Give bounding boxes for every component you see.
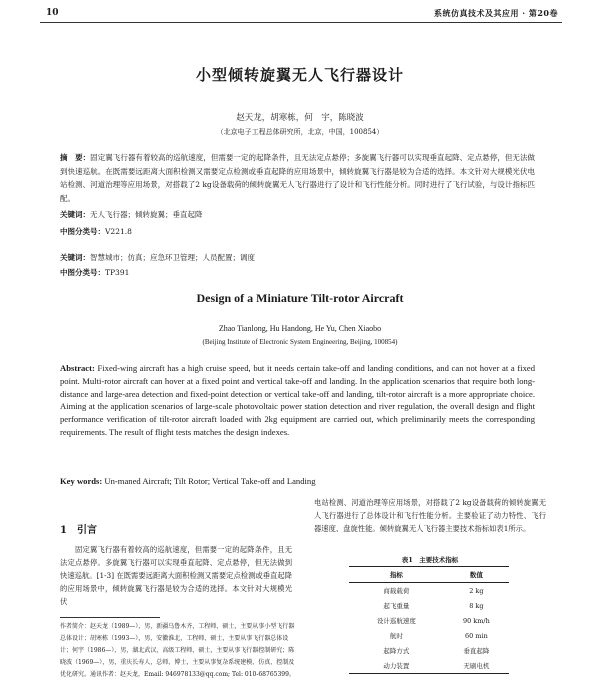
keywords-en [60,476,540,486]
clc-cn2-text: TP391 [105,268,130,277]
keywords-en-text: Un-maned Aircraft; Tilt Rotor; Vertical Take-off and Landing [104,476,316,486]
right-column-paragraph: 电站检测、河道治理等应用场景，对搭载了2 kg设备载荷的倾转旋翼无人飞行器进行了总体设计和飞行性能分析。主要验证了动力特性、飞行器速度、盘旋性能。倾转旋翼无人飞行器主要技术指标如表1所示。 [314,498,546,533]
clc-cn [60,226,132,237]
table-cell: 起降方式 [383,647,410,655]
page-number: 10 [46,8,59,18]
keywords-cn2-text: 智慧城市；仿真；应急环卫管理；人员配置；调度 [90,253,255,262]
table-cell: 90 km/h [462,616,490,625]
table-header-cell: 数值 [469,571,483,579]
table-cell: 60 min [465,631,488,640]
title-en: Design of a Miniature Tilt-rotor Aircraft [196,291,404,305]
table-cell: 动力装置 [383,662,410,670]
table-cell: 无刷电机 [463,662,490,670]
table-row [349,643,509,658]
abstract-en-text: Fixed-wing aircraft has a high cruise speed, but it needs certain take-off and landing conditions, and can not hover at a fixed point. Multi-rotor aircraft can hover at a fixed point and vertical take-off and landing. In the application scenarios that require both long-distance and large-area detection and fixed-point detection or vertical take-off and landing, tilt-rotor aircraft is a more appropriate choice. Aiming at the application scenarios of large-scale photovoltaic power station detection and river regulation, the overall design and flight performance verification of tilt-rotor aircraft loaded with 2kg equipment are carried out, which preliminarily meets the corresponding requirements. The result of flight tests matches the design indexes. [60,363,536,437]
clc-cn-2 [60,267,129,278]
table-cell: 设计巡航速度 [376,617,416,625]
table-header-cell: 指标 [389,571,403,579]
specs-table [349,566,509,674]
keywords-cn-label: 关键词： [60,210,90,219]
abstract-en-label: Abstract: [60,363,95,373]
table-row [349,583,509,599]
table-row [349,613,509,628]
journal-running-header: 系统仿真技术及其应用 · 第20卷 [434,8,558,18]
table-row [349,658,509,674]
keywords-cn-2 [60,252,540,263]
abstract-cn-label: 摘 要： [60,153,91,162]
clc-cn2-label: 中图分类号： [60,268,105,277]
title-cn: 小型倾转旋翼无人飞行器设计 [195,66,404,84]
table-cell: 起飞重量 [383,602,410,610]
authors-cn: 赵天龙，胡寒栋，何 宇，陈晓波 [236,113,364,123]
keywords-cn2-label: 关键词： [60,253,90,262]
authors-en: Zhao Tianlong, Hu Handong, He Yu, Chen Xiaobo [218,324,382,333]
abstract-cn-text: 固定翼飞行器有着较高的巡航速度，但需要一定的起降条件，且无法定点悬停；多旋翼飞行器可以实现垂直起降、定点悬停，但无法做到快速巡航。在既需要远距离大面积检测又需要定点检测或垂直起降的应用场景中，倾转旋翼飞行器是较为合适的选择。本文针对大规模光伏电站检测、河道治理等应用场景，对搭载了2 kg设备载荷的倾转旋翼无人飞行器进行了设计和飞行性能分析。同时进行了飞行试验，与设计指标匹配。 [60,153,536,203]
footnote-rule [60,617,160,618]
table-cell: 航时 [389,632,403,640]
clc-cn-text: V221.8 [105,227,132,236]
table-cell: 垂直起降 [463,647,490,655]
section-1-paragraph: 固定翼飞行器有着较高的巡航速度，但需要一定的起降条件，且无法定点悬停。多旋翼飞行器可以实现垂直起降、定点悬停，但无法做到快速巡航。[1-3] 在既需要远距离大面积检测又需要定点检测或垂直起降的应用场景中，倾转旋翼飞行器是较为合适的选择。本文针对大规模光伏 [60,545,292,606]
table-cell: 2 kg [469,586,484,595]
keywords-en-label: Key words: [60,476,103,486]
table-cell: 8 kg [469,601,484,610]
table-row [349,598,509,613]
table-row [349,628,509,643]
keywords-cn [60,209,540,220]
keywords-cn-text: 无人飞行器；倾转旋翼；垂直起降 [90,210,203,219]
affiliation-en: (Beijing Institute of Electronic System Engineering, Beijing, 100854) [202,338,398,346]
abstract-cn [60,151,535,205]
clc-cn-label: 中图分类号： [60,227,105,236]
table-caption: 表1 主要技术指标 [401,556,459,564]
section-1-heading: 1 引言 [60,525,97,536]
header-rule [40,22,562,23]
table-cell: 商载载荷 [383,587,410,595]
affiliation-cn: （北京电子工程总体研究所，北京，中国，100854） [216,128,384,136]
author-footnote: 作者简介：赵天龙（1989—），男，新疆乌鲁木齐，工程师，硕士，主要从事小型飞行器总体设计；胡寒栋（1993—），男，安徽淮北，工程师，硕士，主要从事飞行器总体设计；何宇（1986—），男，湖北武汉，高级工程师，硕士，主要从事飞行器控制研究；陈晓波（1969—），男，重庆长寿人，总师，博士，主要从事复杂系统建模、仿真、控制及优化研究。通讯作者：赵天龙，Email: 946978133@qq.com; Tel: 010-68765399。 [60,623,295,678]
abstract-en [60,362,535,439]
table-header-row [349,567,509,583]
